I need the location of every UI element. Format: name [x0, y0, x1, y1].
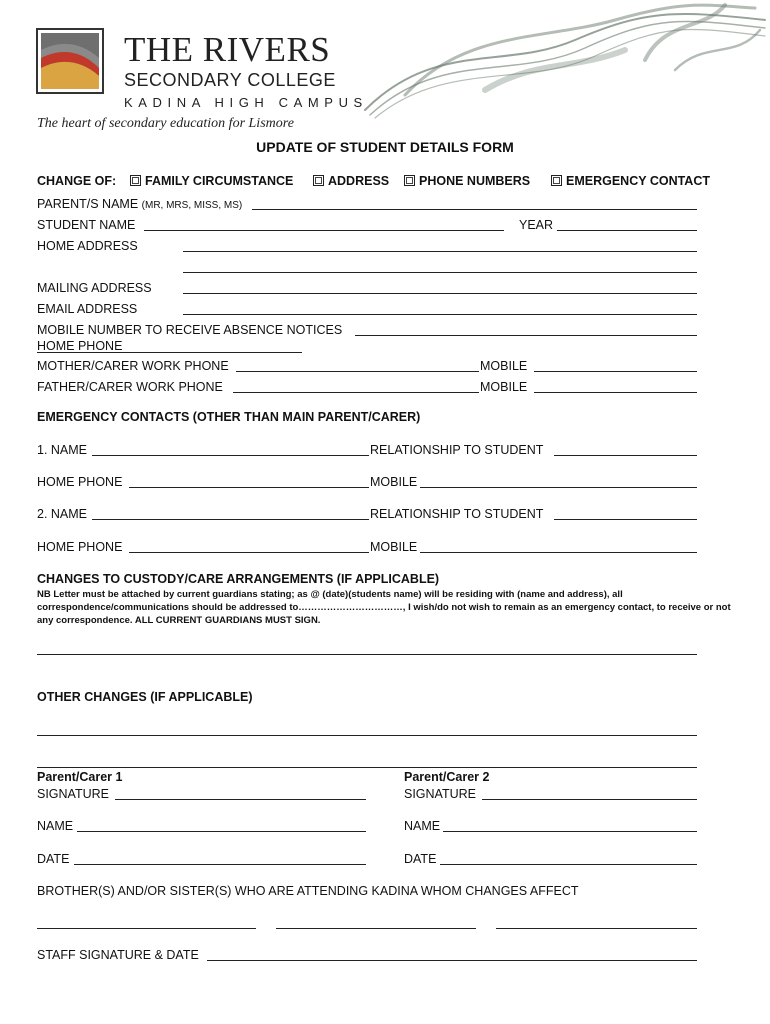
checkbox-square-icon	[130, 175, 141, 186]
mobile-absence-field[interactable]	[355, 335, 697, 336]
year-field[interactable]	[557, 230, 697, 231]
other-changes-field-2[interactable]	[37, 767, 697, 768]
parent-1-heading: Parent/Carer 1	[37, 770, 123, 784]
email-address-field[interactable]	[183, 314, 697, 315]
mother-work-phone-field[interactable]	[236, 371, 479, 372]
emergency-1-mobile-label: MOBILE	[370, 475, 418, 489]
tagline: The heart of secondary education for Lismore	[37, 116, 294, 131]
home-phone-label: HOME PHONE	[37, 339, 123, 353]
home-address-field-1[interactable]	[183, 251, 697, 252]
parent-1-signature-field[interactable]	[115, 799, 366, 800]
sibling-field-2[interactable]	[276, 928, 476, 929]
parent-2-heading: Parent/Carer 2	[404, 770, 490, 784]
mobile-absence-label: MOBILE NUMBER TO RECEIVE ABSENCE NOTICES	[37, 323, 343, 337]
home-phone-field[interactable]	[37, 352, 302, 353]
home-address-label: HOME ADDRESS	[37, 239, 138, 253]
emergency-2-name-label: 2. NAME	[37, 507, 88, 521]
checkbox-square-icon	[313, 175, 324, 186]
email-address-label: EMAIL ADDRESS	[37, 302, 138, 316]
parent-2-name-label: NAME	[404, 819, 441, 833]
parent-1-name-field[interactable]	[77, 831, 366, 832]
emergency-1-mobile-field[interactable]	[420, 487, 697, 488]
parent-2-name-field[interactable]	[443, 831, 697, 832]
checkbox-square-icon	[551, 175, 562, 186]
emergency-2-mobile-label: MOBILE	[370, 540, 418, 554]
student-name-label: STUDENT NAME	[37, 218, 136, 232]
custody-note: NB Letter must be attached by current guardians stating; as @ (date)(students name) will be residing with (name and address), all correspondence/communications should be addressed to……………………………, I wish/do not wish to remain as an emergency contact, to receive or not any correspondence. ALL CURRENT GUARDIANS MUST SIGN.	[37, 589, 731, 626]
parent-2-date-field[interactable]	[440, 864, 697, 865]
emergency-2-relationship-field[interactable]	[554, 519, 697, 520]
checkbox-emergency-contact[interactable]: EMERGENCY CONTACT	[551, 174, 710, 188]
checkbox-family-circumstance[interactable]: FAMILY CIRCUMSTANCE	[130, 174, 293, 188]
father-mobile-label: MOBILE	[480, 380, 528, 394]
father-mobile-field[interactable]	[534, 392, 697, 393]
ribbon-decoration-icon	[345, 0, 770, 140]
sibling-field-3[interactable]	[496, 928, 697, 929]
parent-1-date-label: DATE	[37, 852, 70, 866]
emergency-1-home-phone-field[interactable]	[129, 487, 369, 488]
school-name: THE RIVERS	[124, 30, 331, 69]
emergency-2-relationship-label: RELATIONSHIP TO STUDENT	[370, 507, 544, 521]
student-name-field[interactable]	[144, 230, 504, 231]
parent-2-date-label: DATE	[404, 852, 437, 866]
form-title: UPDATE OF STUDENT DETAILS FORM	[256, 139, 514, 155]
other-changes-field-1[interactable]	[37, 735, 697, 736]
mother-mobile-field[interactable]	[534, 371, 697, 372]
other-changes-heading: OTHER CHANGES (IF APPLICABLE)	[37, 690, 253, 704]
emergency-1-relationship-label: RELATIONSHIP TO STUDENT	[370, 443, 544, 457]
emergency-1-name-label: 1. NAME	[37, 443, 88, 457]
home-address-field-2[interactable]	[183, 272, 697, 273]
custody-heading: CHANGES TO CUSTODY/CARE ARRANGEMENTS (IF APPLICABLE)	[37, 572, 440, 586]
mother-work-phone-label: MOTHER/CARER WORK PHONE	[37, 359, 229, 373]
father-work-phone-field[interactable]	[233, 392, 479, 393]
parent-1-signature-label: SIGNATURE	[37, 787, 109, 801]
campus-name: KADINA HIGH CAMPUS	[124, 95, 368, 110]
siblings-label: BROTHER(S) AND/OR SISTER(S) WHO ARE ATTENDING KADINA WHOM CHANGES AFFECT	[37, 884, 579, 898]
change-of-label: CHANGE OF:	[37, 174, 117, 188]
emergency-2-name-field[interactable]	[92, 519, 369, 520]
checkbox-phone-numbers[interactable]: PHONE NUMBERS	[404, 174, 530, 188]
parent-2-signature-label: SIGNATURE	[404, 787, 476, 801]
emergency-1-name-field[interactable]	[92, 455, 369, 456]
parents-name-label: PARENT/S NAME (MR, MRS, MISS, MS)	[37, 197, 243, 211]
checkbox-address[interactable]: ADDRESS	[313, 174, 389, 188]
father-work-phone-label: FATHER/CARER WORK PHONE	[37, 380, 223, 394]
custody-field[interactable]	[37, 654, 697, 655]
college-name: SECONDARY COLLEGE	[124, 70, 336, 90]
emergency-2-home-phone-field[interactable]	[129, 552, 369, 553]
staff-signature-label: STAFF SIGNATURE & DATE	[37, 948, 199, 962]
sibling-field-1[interactable]	[37, 928, 256, 929]
checkbox-square-icon	[404, 175, 415, 186]
parent-1-name-label: NAME	[37, 819, 74, 833]
emergency-1-relationship-field[interactable]	[554, 455, 697, 456]
parent-1-date-field[interactable]	[74, 864, 366, 865]
emergency-2-mobile-field[interactable]	[420, 552, 697, 553]
mailing-address-field[interactable]	[183, 293, 697, 294]
parent-2-signature-field[interactable]	[482, 799, 697, 800]
year-label: YEAR	[519, 218, 554, 232]
school-crest-icon	[36, 28, 104, 94]
mailing-address-label: MAILING ADDRESS	[37, 281, 152, 295]
emergency-1-home-phone-label: HOME PHONE	[37, 475, 123, 489]
mother-mobile-label: MOBILE	[480, 359, 528, 373]
emergency-2-home-phone-label: HOME PHONE	[37, 540, 123, 554]
emergency-heading: EMERGENCY CONTACTS (OTHER THAN MAIN PARENT/CARER)	[37, 410, 421, 424]
parents-name-field[interactable]	[252, 209, 697, 210]
staff-signature-field[interactable]	[207, 960, 697, 961]
